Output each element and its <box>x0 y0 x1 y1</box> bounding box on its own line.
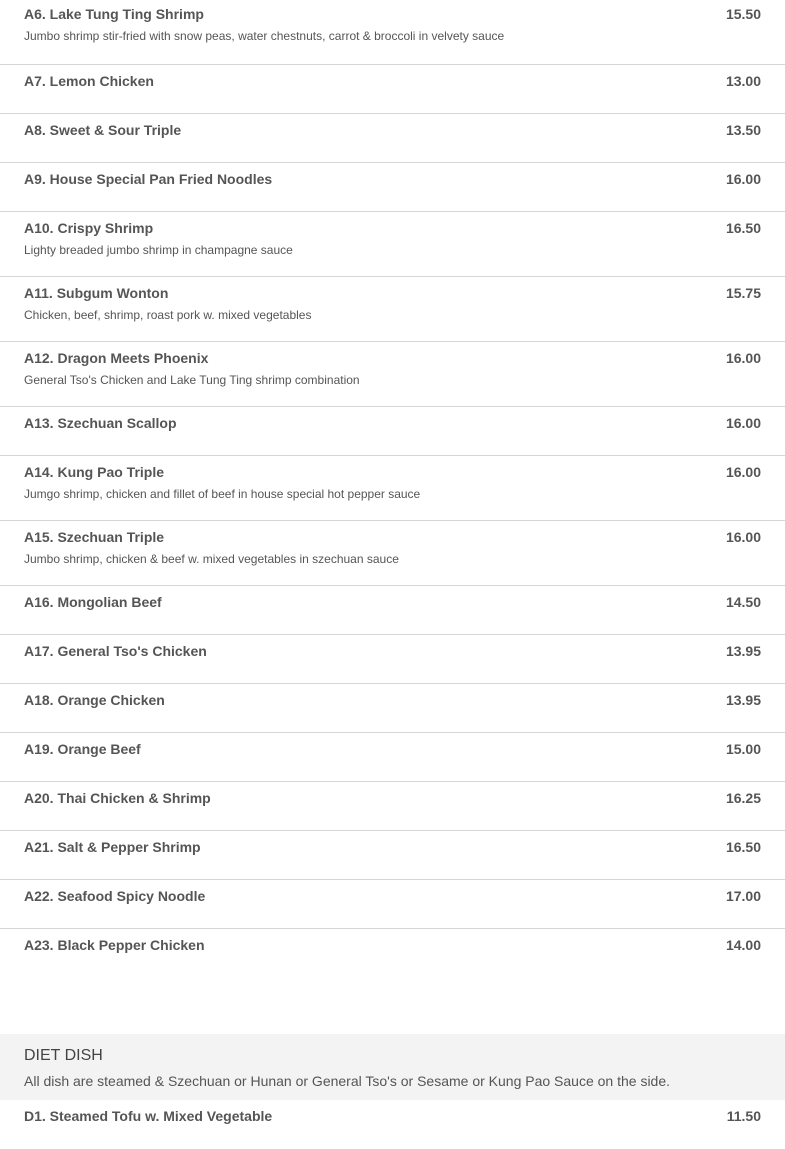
menu-item[interactable] <box>0 1100 785 1150</box>
menu-item-description: Lighty breaded jumbo shrimp in champagne sauce <box>24 243 293 257</box>
menu-item[interactable] <box>0 635 785 684</box>
menu-item[interactable] <box>0 684 785 733</box>
menu-item-name: D1. Steamed Tofu w. Mixed Vegetable <box>24 1108 273 1124</box>
menu-item-name: A22. Seafood Spicy Noodle <box>24 888 206 904</box>
menu-item-name: A16. Mongolian Beef <box>24 594 162 610</box>
menu-item[interactable] <box>0 586 785 635</box>
menu-item-name: A11. Subgum Wonton <box>24 285 169 301</box>
menu-item-name: A23. Black Pepper Chicken <box>24 937 205 953</box>
menu-item[interactable] <box>0 456 785 521</box>
menu-item-price: 16.00 <box>725 415 761 431</box>
menu-item-price: 13.50 <box>725 122 761 138</box>
menu-item-description: General Tso's Chicken and Lake Tung Ting shrimp combination <box>24 373 360 387</box>
section-title: DIET DISH <box>24 1047 103 1064</box>
menu-item-price: 13.95 <box>725 643 761 659</box>
menu-item[interactable] <box>0 114 785 163</box>
menu-item-name: A13. Szechuan Scallop <box>24 415 177 431</box>
menu-item-price: 16.00 <box>725 529 761 545</box>
menu-item-price: 16.00 <box>725 350 761 366</box>
menu-item[interactable] <box>0 0 785 65</box>
menu-item[interactable] <box>0 929 785 978</box>
menu-item-price: 11.50 <box>726 1108 761 1124</box>
menu-item-name: A20. Thai Chicken & Shrimp <box>24 790 211 806</box>
menu-item-price: 14.00 <box>725 937 761 953</box>
menu-item-price: 15.50 <box>725 6 761 22</box>
menu-item-name: A18. Orange Chicken <box>24 692 165 708</box>
section-header-diet-dish <box>0 1034 785 1100</box>
menu-item-name: A10. Crispy Shrimp <box>24 220 154 236</box>
menu-item[interactable] <box>0 277 785 342</box>
menu-item-name: A19. Orange Beef <box>24 741 141 757</box>
menu-item[interactable] <box>0 831 785 880</box>
menu-item-name: A15. Szechuan Triple <box>24 529 165 545</box>
menu-item-name: A12. Dragon Meets Phoenix <box>24 350 209 366</box>
menu-item-price: 16.50 <box>725 839 761 855</box>
menu-item[interactable] <box>0 733 785 782</box>
menu-item[interactable] <box>0 342 785 407</box>
menu-item[interactable] <box>0 407 785 456</box>
menu-item-price: 16.25 <box>725 790 761 806</box>
menu-item-name: A8. Sweet & Sour Triple <box>24 122 182 138</box>
menu-item-price: 13.00 <box>725 73 761 89</box>
section-spacer <box>0 978 785 1034</box>
menu-item[interactable] <box>0 782 785 831</box>
menu-item-price: 15.00 <box>725 741 761 757</box>
menu-item-price: 16.00 <box>725 464 761 480</box>
menu-item[interactable] <box>0 65 785 114</box>
menu-item-price: 13.95 <box>725 692 761 708</box>
menu-item[interactable] <box>0 521 785 586</box>
menu-item-name: A14. Kung Pao Triple <box>24 464 165 480</box>
menu-item-description: Jumbo shrimp stir-fried with snow peas, water chestnuts, carrot & broccoli in velvety sauce <box>24 29 505 43</box>
menu-item-description: Jumbo shrimp, chicken & beef w. mixed vegetables in szechuan sauce <box>24 552 399 566</box>
menu-item-name: A9. House Special Pan Fried Noodles <box>24 171 273 187</box>
menu-item[interactable] <box>0 880 785 929</box>
menu-item-price: 15.75 <box>725 285 761 301</box>
menu-item[interactable] <box>0 163 785 212</box>
menu-item-price: 17.00 <box>725 888 761 904</box>
menu-item-name: A7. Lemon Chicken <box>24 73 154 89</box>
menu-item[interactable] <box>0 212 785 277</box>
menu-item-price: 16.00 <box>725 171 761 187</box>
menu-item-name: A17. General Tso's Chicken <box>24 643 207 659</box>
menu-item-name: A21. Salt & Pepper Shrimp <box>24 839 201 855</box>
menu-item-price: 16.50 <box>725 220 761 236</box>
menu-item-name: A6. Lake Tung Ting Shrimp <box>24 6 204 22</box>
section-note: All dish are steamed & Szechuan or Hunan or General Tso's or Sesame or Kung Pao Sauce on the side. <box>24 1073 671 1089</box>
menu-items-diet-dish <box>0 1100 785 1150</box>
menu-item-description: Chicken, beef, shrimp, roast pork w. mixed vegetables <box>24 308 312 322</box>
menu-item-description: Jumgo shrimp, chicken and fillet of beef in house special hot pepper sauce <box>24 487 421 501</box>
menu-item-price: 14.50 <box>725 594 761 610</box>
